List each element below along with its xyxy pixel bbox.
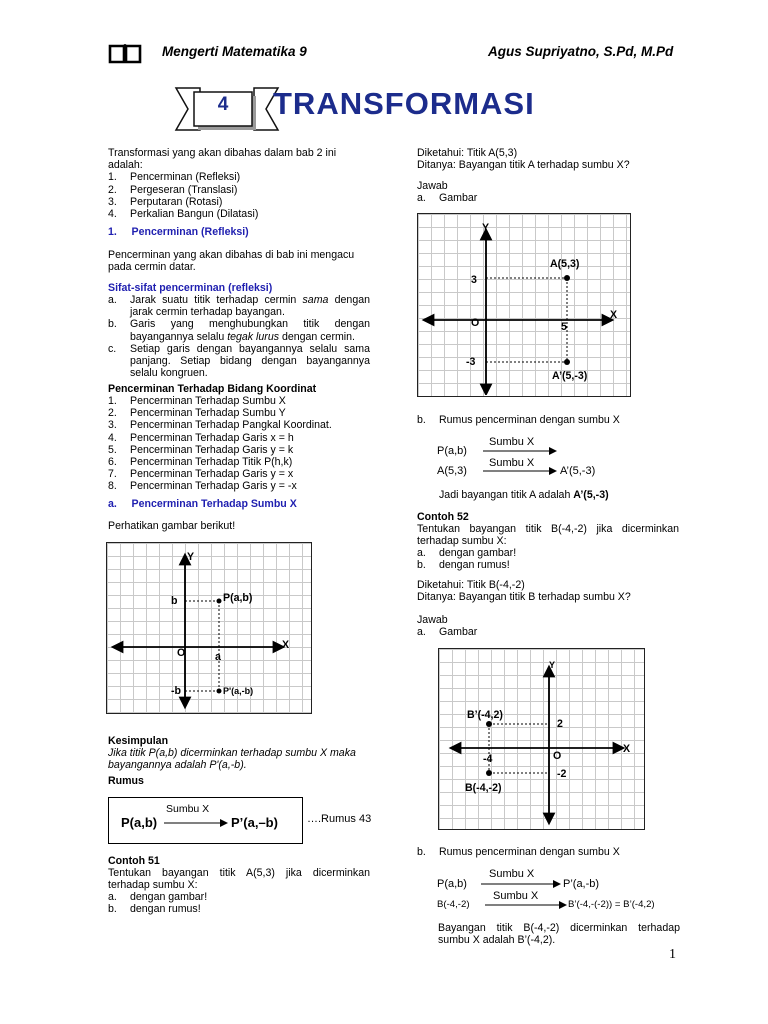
chapter-title: TRANSFORMASI xyxy=(273,86,535,121)
properties-title: Sifat-sifat pencerminan (refleksi) xyxy=(108,282,273,294)
section-heading: 1. Pencerminan (Refleksi) xyxy=(108,226,249,238)
properties-list: a. Jarak suatu titik terhadap cermin sama dengan jarak cermin terhadap bayangan. b. Garis yang menghubungkan titik dengan bayangannya selalu tegak lurus dengan cermin. c. Setiap garis dengan bayangannya selalu sama panjang. Setiap bidang dengan bayangannya selalu kongruen. xyxy=(108,294,370,380)
tick-label-5: 5 xyxy=(561,321,567,333)
graph-example-52 xyxy=(438,648,645,830)
point-label-p: P(a,b) xyxy=(223,592,253,604)
formula-2: Sumbu X P(a,b) P’(a,-b) Sumbu X B(-4,-2) B’(-4,-(-2)) = B’(-4,2) xyxy=(437,868,655,910)
list-item: 8. Pencerminan Terhadap Garis y = -x xyxy=(108,480,297,493)
origin-label: O xyxy=(471,317,480,329)
chapter-number: 4 xyxy=(217,94,229,115)
formula-reference: ….Rumus 43 xyxy=(307,813,372,825)
origin-label: O xyxy=(177,647,186,659)
asked-1: Ditanya: Bayangan titik A terhadap sumbu X? xyxy=(417,159,630,172)
example-51-text: Tentukan bayangan titik A(5,3) jika dicerminkan terhadap sumbu X: xyxy=(108,867,370,892)
conclusion-title: Kesimpulan xyxy=(108,735,169,747)
graph-example-51 xyxy=(417,213,631,397)
conclusion-1: Jadi bayangan titik A adalah A’(5,-3) xyxy=(439,489,609,501)
topic-list xyxy=(108,171,370,220)
example-51-title: Contoh 51 xyxy=(108,855,160,867)
list-item: 7. Pencerminan Terhadap Garis y = x xyxy=(108,468,294,481)
list-item: 2. Pergeseran (Translasi) xyxy=(108,183,238,196)
tick-label-b: b xyxy=(171,595,178,607)
list-item: 2. Pencerminan Terhadap Sumbu Y xyxy=(108,407,286,420)
list-item: 6. Pencerminan Terhadap Titik P(h,k) xyxy=(108,456,293,469)
tick-label-a: a xyxy=(215,651,221,663)
picture-2-label: a. Gambar xyxy=(417,626,478,639)
axis-label-x: X xyxy=(282,639,290,651)
list-item: 3. Perputaran (Rotasi) xyxy=(108,195,223,208)
axis-label-x: X xyxy=(623,743,631,755)
conclusion-text: Jika titik P(a,b) dicerminkan terhadap sumbu X maka bayangannya adalah P'(a,-b). xyxy=(108,747,356,772)
axis-label-y: Y xyxy=(187,551,195,563)
asked-2: Ditanya: Bayangan titik B terhadap sumbu X? xyxy=(417,591,631,604)
given-2: Diketahui: Titik B(-4,-2) xyxy=(417,579,525,591)
formula-title: Rumus xyxy=(108,775,144,787)
tick-label-3: 3 xyxy=(471,274,477,286)
answer-1: Jawab xyxy=(417,180,448,192)
formula-1-title: b. Rumus pencerminan dengan sumbu X xyxy=(417,414,620,426)
coord-list xyxy=(108,395,370,493)
axis-label-y: Y xyxy=(549,660,556,670)
author: Agus Supriyatno, S.Pd, M.Pd xyxy=(488,44,674,59)
intro-text: Transformasi yang akan dibahas dalam bab 2 ini adalah: xyxy=(108,147,337,172)
formula-box: P(a,b) Sumbu X P’(a,–b) xyxy=(108,797,303,844)
tick-label-neg-4: -4 xyxy=(483,753,493,765)
example-51-parts: a. dengan gambar! b. dengan rumus! xyxy=(108,891,208,916)
axis-label-y: Y xyxy=(482,222,490,234)
point-label-a: A(5,3) xyxy=(550,258,580,270)
subsection-heading: a. Pencerminan Terhadap Sumbu X xyxy=(108,498,297,510)
list-item: 4. Perkalian Bangun (Dilatasi) xyxy=(108,208,259,221)
answer-2: Jawab xyxy=(417,614,448,626)
open-book-icon xyxy=(108,42,142,64)
formula-2-title: b. Rumus pencerminan dengan sumbu X xyxy=(417,846,620,858)
example-52-parts: a. dengan gambar! b. dengan rumus! xyxy=(417,547,517,572)
tick-label-neg-b: -b xyxy=(171,685,181,697)
list-item: 5. Pencerminan Terhadap Garis y = k xyxy=(108,443,294,456)
list-item: 1. Pencerminan Terhadap Sumbu X xyxy=(108,395,286,407)
graph-reflection-general xyxy=(106,542,312,714)
tick-label-neg-2: -2 xyxy=(557,768,567,780)
list-item: 1. Pencerminan (Refleksi) xyxy=(108,171,241,184)
point-label-b: B(-4,-2) xyxy=(465,782,502,794)
tick-label-neg-3: -3 xyxy=(466,356,476,368)
point-label-p-prime: P'(a,-b) xyxy=(223,686,254,696)
conclusion-2: Bayangan titik B(-4,-2) dicerminkan terhadap sumbu X adalah B’(-4,2). xyxy=(438,922,680,947)
tick-label-2: 2 xyxy=(557,718,563,730)
origin-label: O xyxy=(553,750,562,762)
coord-title: Pencerminan Terhadap Bidang Koordinat xyxy=(108,383,317,395)
section-text: Pencerminan yang akan dibahas di bab ini mengacu pada cermin datar. xyxy=(108,249,355,274)
list-item: 3. Pencerminan Terhadap Pangkal Koordinat. xyxy=(108,419,332,432)
formula-1: Sumbu X P(a,b) Sumbu X A(5,3) A’(5,-3) xyxy=(437,436,596,477)
picture-1-label: a. Gambar xyxy=(417,192,478,205)
point-label-b-prime: B’(-4,2) xyxy=(467,709,503,721)
example-52-text: Tentukan bayangan titik B(-4,-2) jika dicerminkan terhadap sumbu X: xyxy=(417,523,679,548)
page-number: 1 xyxy=(669,947,676,962)
given-1: Diketahui: Titik A(5,3) xyxy=(417,147,518,159)
example-52-title: Contoh 52 xyxy=(417,511,469,523)
point-label-a-prime: A’(5,-3) xyxy=(552,370,588,382)
list-item: 4. Pencerminan Terhadap Garis x = h xyxy=(108,431,294,444)
observe-text: Perhatikan gambar berikut! xyxy=(108,520,236,532)
book-title: Mengerti Matematika 9 xyxy=(162,44,307,59)
axis-label-x: X xyxy=(610,309,618,321)
